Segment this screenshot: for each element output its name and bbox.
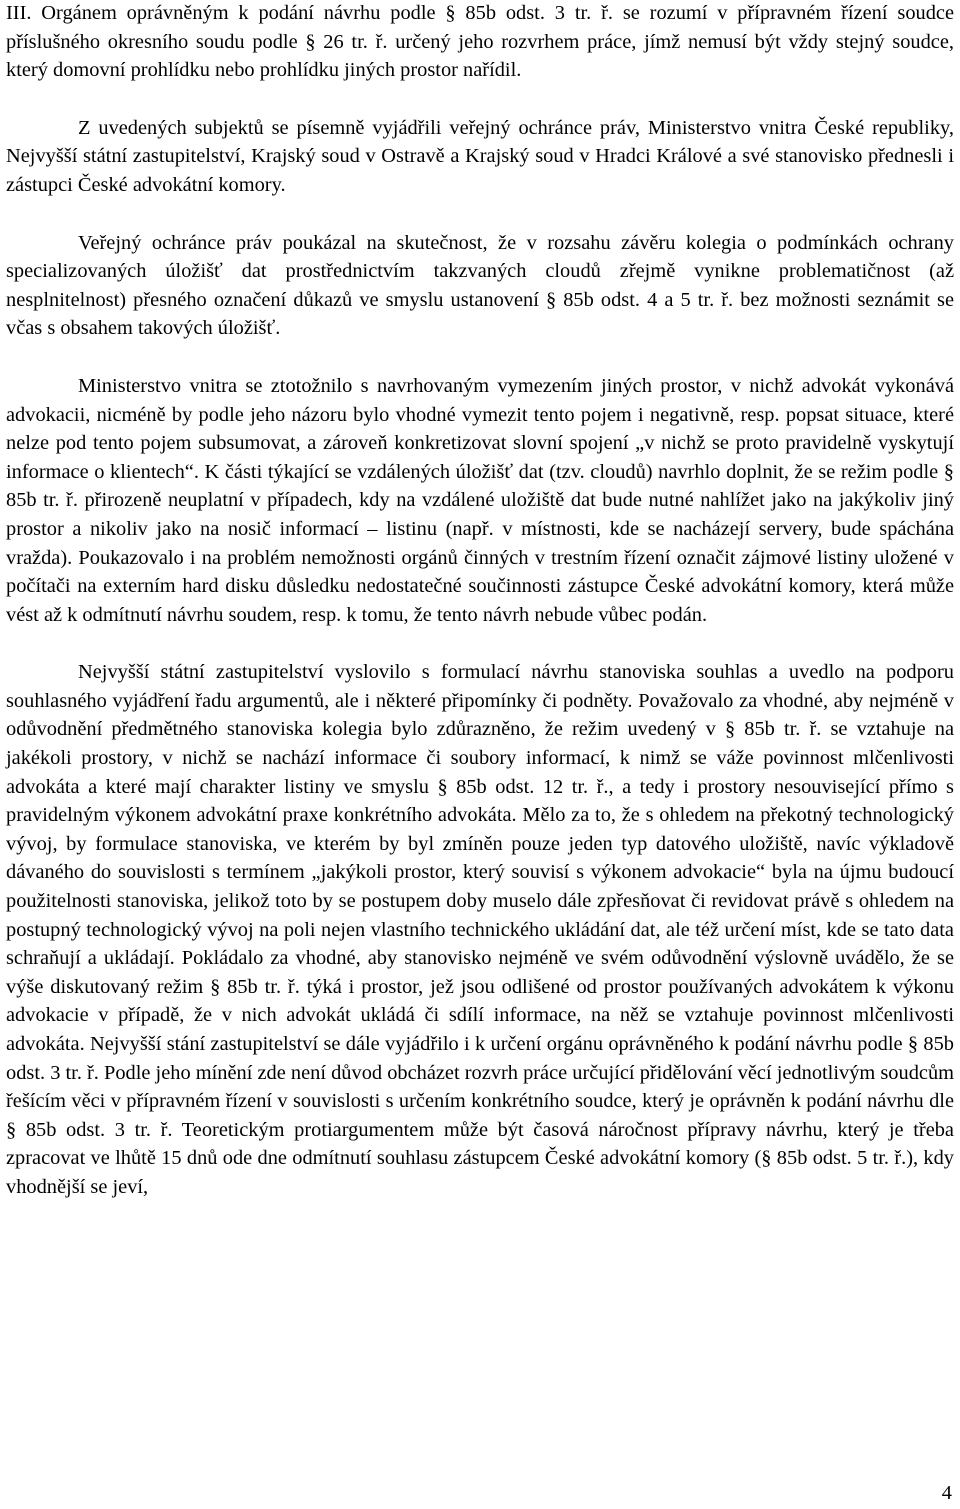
paragraph-ombudsman: Veřejný ochránce práv poukázal na skutečnost, že v rozsahu závěru kolegia o podmínkách ochrany specializovaných úložišť dat prostřednictvím takzvaných cloudů zřejmě vynikne problematičnost (až nesplnitelnost) přesného označení důkazů ve smyslu ustanovení § 85b odst. 4 a 5 tr. ř. bez možnosti seznámit se včas s obsahem takových úložišť. (6, 231, 954, 340)
paragraph-conclusion-iii: III. Orgánem oprávněným k podání návrhu podle § 85b odst. 3 tr. ř. se rozumí v přípravném řízení soudce příslušného okresního soudu podle § 26 tr. ř. určený jeho rozvrhem práce, jímž nemusí být vždy stejný soudce, který domovní prohlídku nebo prohlídku jiných prostor nařídil. (6, 2, 954, 82)
paragraph-ministry-interior: Ministerstvo vnitra se ztotožnilo s navrhovaným vymezením jiných prostor, v nichž advokát vykonává advokacii, nicméně by podle jeho názoru bylo vhodné vymezit tento pojem i negativně, resp. popsat situace, které nelze pod tento pojem subsumovat, a zároveň konkretizovat slovní spojení „v nichž se proto pravidelně vyskytují informace o klientech“. K části týkající se vzdálených úložišť dat (tzv. cloudů) navrhlo doplnit, že se režim podle § 85b tr. ř. přirozeně neuplatní v případech, kdy na vzdálené uložiště dat bude nutné nahlížet jako na jakýkoliv jiný prostor a nikoliv jako na nosič informací – listinu (např. v místnosti, kde se nacházejí servery, bude spáchána vražda). Poukazovalo i na problém nemožnosti orgánů činných v trestním řízení označit zájmové listiny uložené v počítači na externím hard disku důsledku nedostatečné součinnosti zástupce České advokátní komory, která může vést až k odmítnutí návrhu soudem, resp. k tomu, že tento návrh nebude vůbec podán. (6, 374, 954, 626)
paragraph-respondents: Z uvedených subjektů se písemně vyjádřili veřejný ochránce práv, Ministerstvo vnitra České republiky, Nejvyšší státní zastupitelství, Krajský soud v Ostravě a Krajský soud v Hradci Králové a své stanovisko přednesli i zástupci České advokátní komory. (6, 116, 954, 196)
page-number: 4 (941, 1482, 952, 1504)
paragraph-supreme-prosecutor: Nejvyšší státní zastupitelství vyslovilo s formulací návrhu stanoviska souhlas a uvedlo na podporu souhlasného vyjádření řadu argumentů, ale i některé připomínky či podněty. Považovalo za vhodné, aby nejméně v odůvodnění předmětného stanoviska kolegia bylo zdůrazněno, že režim uvedený v § 85b tr. ř. se vztahuje na jakékoli prostory, v nichž se nachází informace či soubory informací, k nimž se váže povinnost mlčenlivosti advokáta a které mají charakter listiny ve smyslu § 85b odst. 12 tr. ř., a tedy i prostory nesouvisející přímo s pravidelným výkonem advokátní praxe konkrétního advokáta. Mělo za to, že s ohledem na překotný technologický vývoj, by formulace stanoviska, ve kterém by byl zmíněn pouze jeden typ datového uložiště, navíc výkladově dávaného do souvislosti s termínem „jakýkoli prostor, který souvisí s výkonem advokacie“ byla na újmu budoucí použitelnosti stanoviska, jelikož toto by se postupem doby muselo dále zpřesňovat či revidovat právě s ohledem na postupný technologický vývoj na poli nejen vlastního technického ukládání dat, ale též určení míst, kde se tato data schraňují a ukládají. Pokládalo za vhodné, aby stanovisko nejméně ve svém odůvodnění výslovně uvádělo, že se výše diskutovaný režim § 85b tr. ř. týká i prostor, jež jsou odlišené od prostor používaných advokátem k výkonu advokacie v případě, že v nich advokát ukládá či sdílí informace, na něž se vztahuje povinnost mlčenlivosti advokáta. Nejvyšší stání zastupitelství se dále vyjádřilo i k určení orgánu oprávněného k podání návrhu podle § 85b odst. 3 tr. ř. Podle jeho mínění zde není důvod obcházet rozvrh práce určující přidělování věcí jednotlivým soudcům řešícím věci v přípravném řízení v souvislosti s určením konkrétního soudce, který je oprávněn k podání návrhu dle § 85b odst. 3 tr. ř. Teoretickým protiargumentem může být časová náročnost přípravy návrhu, který je třeba zpracovat ve lhůtě 15 dnů ode dne odmítnutí souhlasu zástupcem České advokátní komory (§ 85b odst. 5 tr. ř.), kdy vhodnější se jeví, (6, 661, 954, 1198)
